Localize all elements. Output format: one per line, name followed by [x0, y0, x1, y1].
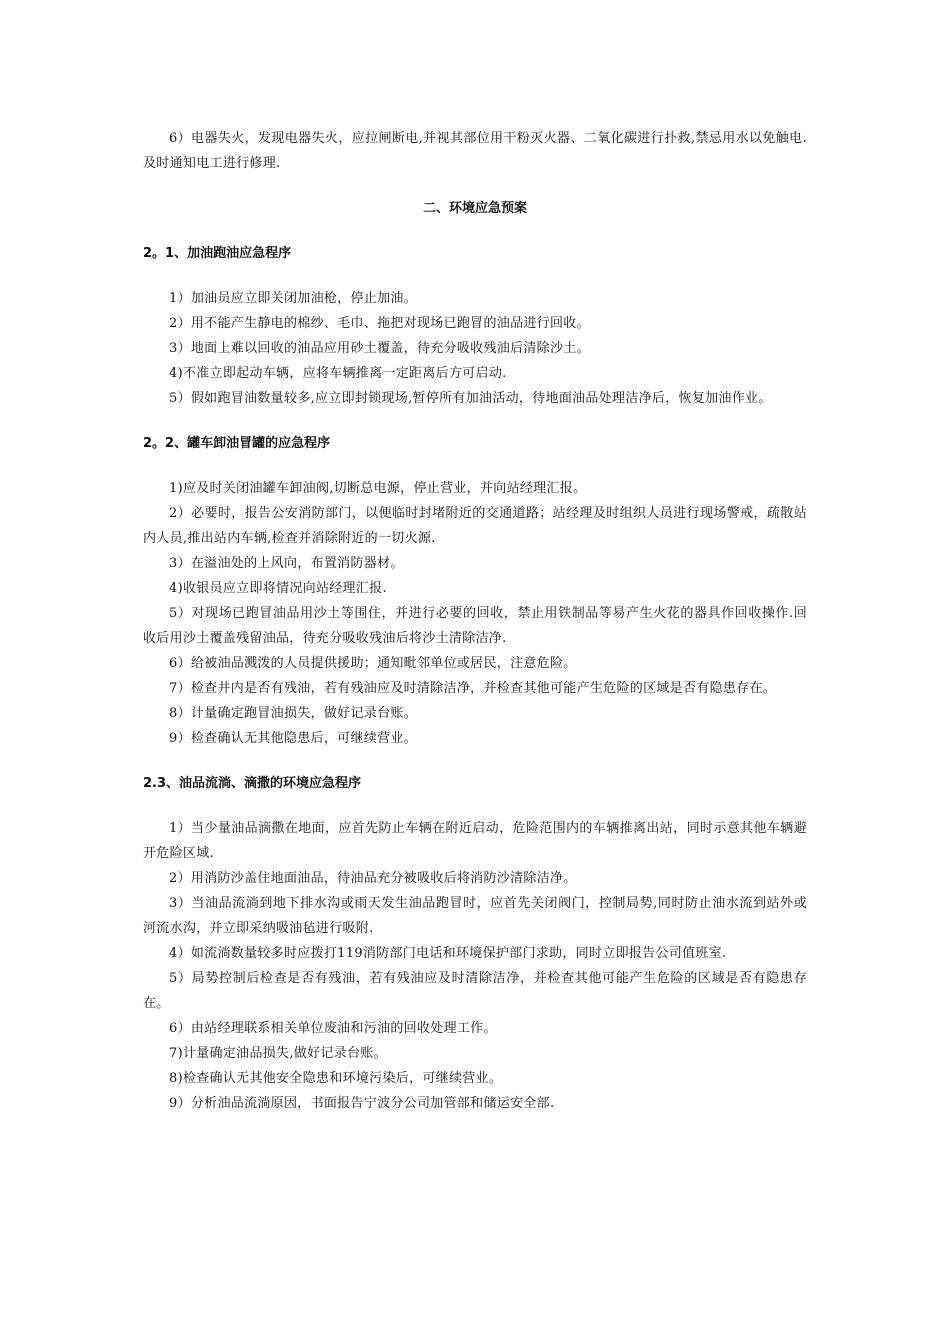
s22-item-9: 9）检查确认无其他隐患后，可继续营业。 — [169, 731, 417, 746]
s21-item-1: 1）加油员应立即关闭加油枪，停止加油。 — [169, 291, 417, 306]
spacer — [143, 751, 807, 771]
s21-item-4: 4)不准立即起动车辆，应将车辆推离一定距离后方可启动. — [169, 366, 507, 381]
s22-item-6: 6）给被油品溅泼的人员提供援助；通知毗邻单位或居民，注意危险。 — [169, 656, 577, 671]
s23-item-9: 9）分析油品流淌原因，书面报告宁波分公司加管部和储运安全部. — [169, 1096, 555, 1111]
s23-item-8: 8)检查确认无其他安全隐患和环境污染后，可继续营业。 — [169, 1071, 503, 1086]
section-heading: 二、环境应急预案 — [422, 201, 527, 216]
spacer — [143, 266, 807, 286]
document-page — [143, 126, 807, 1116]
s23-item-6: 6）由站经理联系相关单位废油和污油的回收处理工作。 — [169, 1021, 497, 1036]
s23-item-1: 1）当少量油品滴撒在地面，应首先防止车辆在附近启动，危险范围内的车辆推离出站，同时示意其他车辆避开危险区域. — [143, 821, 807, 861]
spacer — [143, 411, 807, 431]
spacer — [143, 456, 807, 476]
subsection-2-2-heading: 2。2、罐车卸油冒罐的应急程序 — [143, 436, 331, 451]
s22-item-4: 4)收银员应立即将情况向站经理汇报. — [169, 581, 387, 596]
s22-item-1: 1)应及时关闭油罐车卸油阀,切断总电源，停止营业，并向站经理汇报。 — [169, 481, 587, 496]
s23-item-7: 7)计量确定油品损失,做好记录台账。 — [169, 1046, 387, 1061]
subsection-2-1-heading: 2。1、加油跑油应急程序 — [143, 246, 292, 261]
s21-item-5: 5）假如跑冒油数量较多,应立即封锁现场,暂停所有加油活动，待地面油品处理洁净后，恢复加油作业。 — [169, 391, 772, 406]
s22-item-2: 2）必要时，报告公安消防部门，以便临时封堵附近的交通道路；站经理及时组织人员进行现场警戒，疏散站内人员,推出站内车辆,检查并消除附近的一切火源. — [143, 506, 807, 546]
s23-item-2: 2）用消防沙盖住地面油品，待油品充分被吸收后将消防沙清除洁净。 — [169, 871, 577, 886]
s21-item-3: 3）地面上难以回收的油品应用砂土覆盖，待充分吸收残油后清除沙土。 — [169, 341, 590, 356]
s23-item-3: 3）当油品流淌到地下排水沟或雨天发生油品跑冒时，应首先关闭阀门，控制局势,同时防止油水流到站外或河流水沟，并立即采纳吸油毡进行吸附. — [143, 896, 807, 936]
s23-item-4: 4）如流淌数量较多时应拨打119消防部门电话和环境保护部门求助，同时立即报告公司值班室. — [169, 946, 727, 961]
spacer — [143, 176, 807, 196]
subsection-2-3-heading: 2.3、油品流淌、滴撒的环境应急程序 — [143, 776, 362, 791]
s22-item-7: 7）检查井内是否有残油，若有残油应及时清除洁净，并检查其他可能产生危险的区域是否有隐患存在。 — [169, 681, 777, 696]
spacer — [143, 221, 807, 241]
s22-item-3: 3）在溢油处的上风向，布置消防器材。 — [169, 556, 404, 571]
fire-item-6: 6）电器失火，发现电器失火，应拉闸断电,并视其部位用干粉灭火器、二氧化碳进行扑救,禁忌用水以免触电.及时通知电工进行修理. — [143, 131, 807, 171]
s23-item-5: 5）局势控制后检查是否有残油，若有残油应及时清除洁净，并检查其他可能产生危险的区域是否有隐患存在。 — [143, 971, 807, 1011]
s22-item-5: 5）对现场已跑冒油品用沙土等围住，并进行必要的回收，禁止用铁制品等易产生火花的器具作回收操作.回收后用沙土覆盖残留油品，待充分吸收残油后将沙土清除洁净. — [143, 606, 807, 646]
s21-item-2: 2）用不能产生静电的棉纱、毛巾、拖把对现场已跑冒的油品进行回收。 — [169, 316, 590, 331]
spacer — [143, 796, 807, 816]
s22-item-8: 8）计量确定跑冒油损失，做好记录台账。 — [169, 706, 417, 721]
